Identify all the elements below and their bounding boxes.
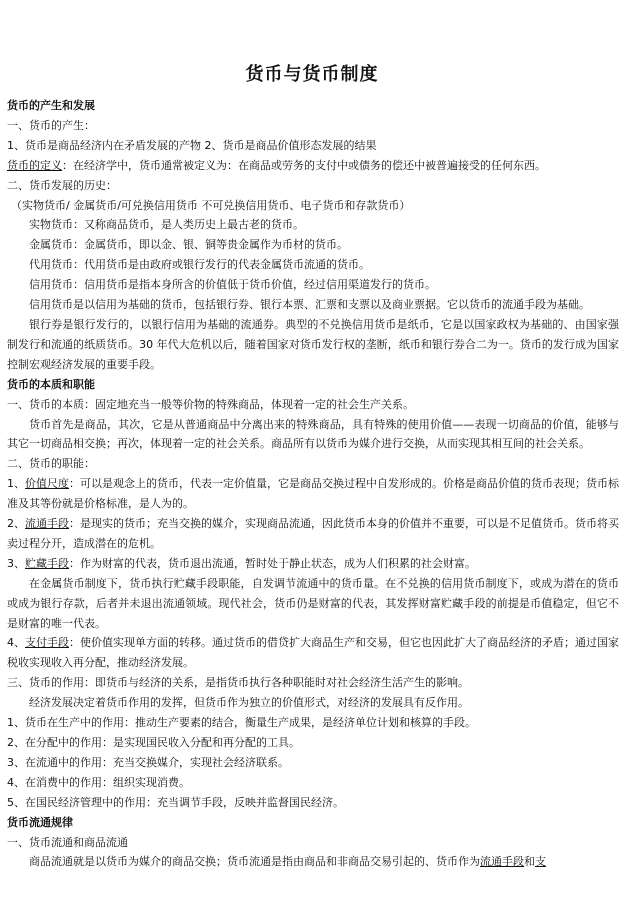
- underlined-term: 支付手段: [25, 636, 69, 650]
- paragraph: 三、货币的作用：即货币与经济的关系，是指货币执行各种职能时对社会经济生活产生的影响。: [7, 676, 469, 690]
- item-number: 1、: [7, 477, 25, 491]
- paragraph: 信用货币：信用货币是指本身所含的价值低于货币价值，经过信用渠道发行的货币。: [29, 278, 436, 292]
- paragraph: 1、货币是商品经济内在矛盾发展的产物 2、货币是商品价值形态发展的结果: [7, 138, 377, 152]
- item-text: ：是现实的货币；充当交换的媒介，实现商品流通，因此货币本身的价值并不重要，可以是不足值货币。货币将买卖过程分开，造成潜在的危机。: [7, 517, 619, 550]
- underlined-term: 价值尺度: [25, 477, 69, 491]
- paragraph: [7, 156, 619, 176]
- paragraph: [7, 554, 619, 574]
- paragraph-text: 和: [524, 855, 535, 869]
- paragraph: [7, 474, 619, 514]
- section-heading: 货币的产生和发展: [7, 99, 95, 112]
- underlined-term: 货币的定义: [7, 158, 62, 172]
- paragraph: [7, 514, 619, 554]
- definition-text: ：在经济学中，货币通常被定义为：在商品或劳务的支付中或债务的偿还中被普遍接受的任何东西。: [62, 158, 546, 172]
- paragraph: 2、在分配中的作用：是实现国民收入分配和再分配的工具。: [7, 736, 300, 749]
- paragraph: 实物货币：又称商品货币，是人类历史上最古老的货币。: [29, 218, 304, 232]
- paragraph: 1、货币在生产中的作用：推动生产要素的结合，衡量生产成果，是经济单位计划和核算的手段。: [7, 716, 476, 730]
- paragraph: 代用货币：代用货币是由政府或银行发行的代表金属货币流通的货币。: [29, 258, 370, 272]
- item-text: ：使价值实现单方面的转移。通过货币的借贷扩大商品生产和交易，但它也因此扩大了商品经济的矛盾；通过国家税收实现收入再分配，推动经济发展。: [7, 636, 619, 670]
- paragraph: 一、货币的本质：固定地充当一般等价物的特殊商品，体现着一定的社会生产关系。: [7, 397, 414, 411]
- underlined-term: 流通手段: [480, 855, 524, 869]
- paragraph: 3、在流通中的作用：充当交换媒介，实现社会经济联系。: [7, 755, 289, 769]
- paragraph-text: 商品流通就是以货币为媒介的商品交换；货币流通是指由商品和非商品交易引起的、货币作为: [29, 855, 480, 869]
- paragraph: 4、在消费中的作用：组织实现消费。: [7, 775, 190, 789]
- paragraph: 二、货币的职能：: [7, 457, 95, 471]
- paragraph: 5、在国民经济管理中的作用：充当调节手段，反映并监督国民经济。: [7, 795, 344, 809]
- paragraph: [7, 852, 619, 872]
- section-heading: 货币流通规律: [7, 815, 73, 829]
- item-number: 2、: [7, 517, 25, 531]
- paragraph: 经济发展决定着货币作用的发挥，但货币作为独立的价值形式，对经济的发展具有反作用。: [29, 696, 469, 710]
- paragraph: 金属货币：金属货币，即以金、银、铜等贵金属作为币材的货币。: [29, 238, 348, 252]
- item-number: 4、: [7, 636, 25, 650]
- paragraph: （实物货币/ 金属货币/可兑换信用货币 不可兑换信用货币、电子货币和存款货币）: [11, 198, 411, 212]
- item-text: ：作为财富的代表，货币退出流通，暂时处于静止状态，成为人们积累的社会财富。: [69, 556, 476, 570]
- paragraph: 一、货币流通和商品流通: [7, 835, 128, 849]
- page-title: 货币与货币制度: [245, 64, 379, 85]
- underlined-term: 贮藏手段: [25, 556, 69, 570]
- paragraph: 二、货币发展的历史：: [7, 178, 117, 192]
- item-text: ：可以是观念上的货币，代表一定价值量，它是商品交换过程中自发形成的。价格是商品价值的货币表现；货币标准及其等份就是价格标准，是人为的。: [7, 477, 619, 511]
- paragraph: [7, 633, 619, 673]
- paragraph: 货币首先是商品，其次，它是从普通商品中分离出来的特殊商品，具有特殊的使用价值——表现一切商品的价值，能够与其它一切商品相交换；再次，体现着一定的社会关系。商品所有以货币为媒介进行交换，从而实现其相互间的社会关系。: [7, 417, 619, 451]
- paragraph: 一、货币的产生：: [7, 118, 95, 132]
- paragraph: 信用货币是以信用为基础的货币，包括银行券、银行本票、汇票和支票以及商业票据。它以货币的流通手段为基础。: [29, 298, 590, 312]
- item-number: 3、: [7, 556, 25, 570]
- section-heading: 货币的本质和职能: [7, 377, 95, 391]
- underlined-term: 流通手段: [25, 517, 69, 531]
- paragraph: 在金属货币制度下，货币执行贮藏手段职能，自发调节流通中的货币量。在不兑换的信用货币制度下，或成为潜在的货币或成为银行存款，后者并未退出流通领域。现代社会，货币仍是财富的代表，其发挥财富贮藏手段的前提是币值稳定，但它不是财富的唯一代表。: [7, 576, 619, 630]
- paragraph: 银行券是银行发行的，以银行信用为基础的流通券。典型的不兑换信用货币是纸币，它是以国家政权为基础的、由国家强制发行和流通的纸质货币。30 年代大危机以后，随着国家对货币发行权的垄断，纸币和银行券合二为一。货币的发行成为国家控制宏观经济发展的重要手段。: [7, 317, 619, 371]
- document-body: [7, 96, 619, 872]
- underlined-term: 支: [535, 855, 546, 869]
